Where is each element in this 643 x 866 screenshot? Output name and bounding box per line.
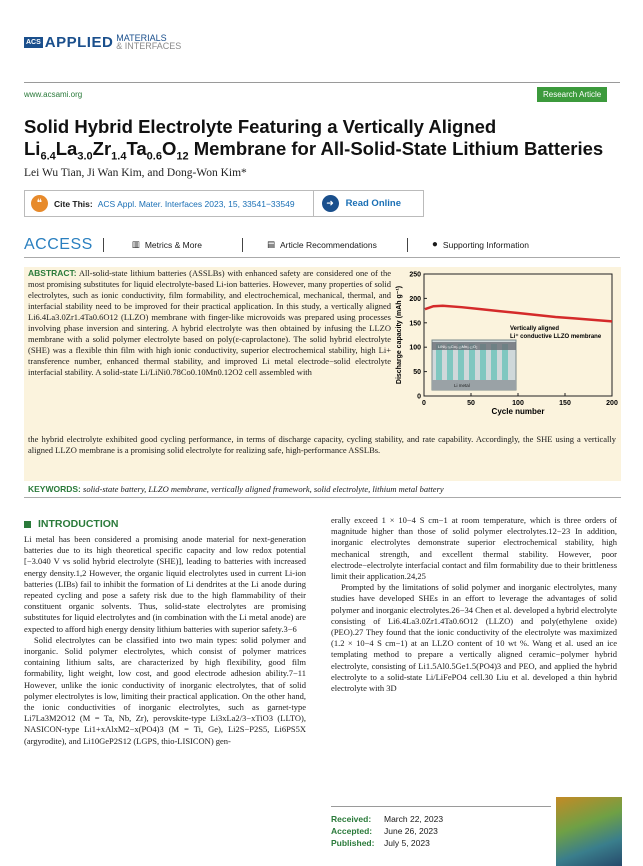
x-tick-label: 200 bbox=[606, 400, 618, 407]
supporting-info-link[interactable]: Supporting Information bbox=[442, 239, 529, 250]
intro-heading: INTRODUCTION bbox=[24, 518, 119, 530]
y-tick-label: 250 bbox=[409, 271, 421, 279]
logo-interfaces: & INTERFACES bbox=[116, 41, 182, 51]
keywords bbox=[24, 482, 621, 498]
metrics-link[interactable]: Metrics & More bbox=[144, 239, 202, 250]
citation-link[interactable]: ACS Appl. Mater. Interfaces 2023, 15, 33541−33549 bbox=[97, 198, 295, 209]
y-tick-label: 200 bbox=[409, 295, 421, 303]
intro-para-4: Prompted by the limitations of solid polymer and inorganic electrolytes, many studies have developed SHEs in an effort to leverage the advantages of solid polymer and inorganic electrolytes.26−34 Chen et al. developed a hybrid electrolyte consisting of Li6.4La3.0Zr1.4Ta0.6O12 (LLZO) and poly(ethylene oxide) (PEO).27 They found that the ionic conductivity of the electrolyte was maximized (1.2 × 10−4 S cm−1) at an LLZO content of 10 wt %. Wang et al. used an ice templating method to prepare a vertically aligned ceramic−polymer hybrid electrolyte, consisting of Li1.5Al0.5Ge1.5(PO4)3 and PEO, and applied the hybrid electrolyte to a solid-state Li/LiFePO4 cell.30 Liu et al. developed a thin hybrid electrolyte with 3D bbox=[331, 582, 617, 694]
intro-para-2: Solid electrolytes can be classified into two main types: solid polymer and inorganic. Solid polymer electrolytes, which consist of polymer matrices containing lithium salts, are characterized by high flexibility, good film formability, light weight, low cost, and good electrode adhesion ability.7−11 However, unlike the ionic conductivity of inorganic electrolytes, that of solid polymer electrolytes is low, limiting their practical application. On the other hand, the ionic conductivities of inorganic electrolytes, such as garnet-type Li7La3M2O12 (M = Ta, Nb, Zr), perovskite-type Li3xLa2/3−xTiO3 (LLTO), NASICON-type Li1+xAlxM2−x(PO4)3 (M = Ti, Ge), Li2S−P2S5, Li6PS5X (argyrodite), and Li10GeP2S12 (LGPS, thio-LISICON) gen- bbox=[24, 634, 306, 746]
y-tick-label: 0 bbox=[417, 393, 421, 401]
y-tick-label: 50 bbox=[413, 369, 421, 377]
keywords-list: solid-state battery, LLZO membrane, vertically aligned framework, solid electrolyte, lithium metal battery bbox=[83, 484, 444, 494]
y-tick-label: 150 bbox=[409, 320, 421, 328]
y-axis-label: Discharge capacity (mAh g⁻¹) bbox=[396, 285, 403, 385]
journal-logo bbox=[24, 28, 181, 56]
inset-anode-label: Li metal bbox=[454, 383, 470, 388]
x-tick-label: 0 bbox=[422, 400, 426, 407]
inset-cathode-label: LiNi₀.₇₈Co₀.₁₀Mn₀.₁₂O₂ bbox=[438, 344, 478, 349]
abstract-body: All-solid-state lithium batteries (ASSLBs) with enhanced safety are considered one of the most promising substitutes for liquid electrolyte-based Li-ion batteries. However, many properties of solid electrolytes, such as ionic conductivity, film formability, and electrochemical, mechanical, thermal, and interfacial stability need to be improved for their practical application. In this study, a vertically aligned Li6.4La3.0Zr1.4Ta0.6O12 (LLZO) membrane with finger-like microvoids was prepared using processes involving phase inversion and sintering. A hybrid electrolyte was then obtained by infusing the LLZO membrane with a solid polymer electrolyte based on poly(ε-caprolactone). The solid hybrid electrolyte (SHE) was a flexible thin film with high ionic conductivity, superior electrochemical stability, high Li+ transference number, enhanced thermal stability, and improved Li metal electrode−solid electrolyte interfacial stability. A solid-state Li/LiNi0.78Co0.10Mn0.12O2 cell assembled with bbox=[28, 268, 391, 377]
title-line-2: $Li_{6.4}La_{3.0}Zr_{1.4}Ta_{0.6}O_{12}$ Membrane for All-Solid-State Lithium Batteries bbox=[24, 138, 604, 163]
access-bar bbox=[24, 232, 620, 258]
annotation-line-2: Li⁺ conductive LLZO membrane bbox=[510, 334, 602, 340]
abstract-text-cont: the hybrid electrolyte exhibited good cycling performance, in terms of discharge capacity, cycling stability, and rate capability. Accordingly, the SHE using a vertically aligned LLZO membrane is a promising solid electrolyte for realizing safe, high-performance ASSLBs. bbox=[28, 434, 616, 455]
read-online-button[interactable]: Read Online bbox=[345, 198, 401, 209]
header-rule bbox=[24, 82, 620, 83]
quote-icon: ❝ bbox=[31, 195, 48, 212]
logo-applied: APPLIED bbox=[44, 33, 114, 51]
x-tick-label: 100 bbox=[512, 400, 524, 407]
abstract-text bbox=[28, 268, 391, 378]
x-tick-label: 50 bbox=[467, 400, 475, 407]
keywords-label: KEYWORDS: bbox=[28, 484, 81, 494]
title-line-1: Solid Hybrid Electrolyte Featuring a Vertically Aligned bbox=[24, 116, 497, 137]
intro-column-1 bbox=[24, 534, 306, 747]
recommendations-link[interactable]: Article Recommendations bbox=[280, 239, 377, 250]
intro-para-1: Li metal has been considered a promising anode material for next-generation batteries due to its high theoretical specific capacity and low redox potential [−3.040 V vs solid hybrid electrolyte (SHE)], leading to batteries with increased energy density.1,2 However, the organic liquid electrolytes used in current Li-ion batteries (LIBs) fail to inhibit the formation of Li dendrites at the Li anode during repeated cycling and pose a safety risk due to the high flammability of their constituent organic solvents. Thus, solid-state electrolytes are promising substitutes for liquid electrolytes and (in combination with the Li metal anode) are expected to afford high energy density lithium batteries with superior safety.3−6 bbox=[24, 534, 306, 634]
supporting-info-icon: ● bbox=[431, 239, 438, 250]
x-axis-label: Cycle number bbox=[491, 407, 545, 416]
author-list: Lei Wu Tian, Ji Wan Kim, and Dong-Won Kim* bbox=[24, 167, 247, 179]
journal-cover-thumbnail[interactable] bbox=[556, 797, 622, 866]
intro-column-2 bbox=[331, 515, 617, 694]
article-type-badge: Research Article bbox=[537, 87, 607, 102]
y-tick-label: 100 bbox=[409, 344, 421, 352]
inset-anode-layer bbox=[432, 380, 516, 390]
logo-materials: MATERIALS bbox=[116, 33, 167, 43]
cite-divider bbox=[313, 190, 314, 217]
acs-mark: ACS bbox=[26, 38, 41, 46]
annotation-line-1: Vertically aligned bbox=[510, 326, 560, 332]
journal-url[interactable]: www.acsami.org bbox=[24, 90, 83, 99]
x-tick-label: 150 bbox=[559, 400, 571, 407]
article-title bbox=[24, 116, 624, 168]
access-label: ACCESS bbox=[24, 235, 93, 253]
metrics-icon: ▥ bbox=[131, 239, 140, 249]
read-online-icon: ➜ bbox=[322, 195, 339, 212]
capacity-series-line bbox=[425, 306, 612, 322]
recommendations-icon: ▤ bbox=[266, 239, 276, 249]
dates-rule bbox=[331, 806, 551, 807]
cite-label: Cite This: bbox=[54, 198, 93, 209]
abstract-label: ABSTRACT: bbox=[28, 268, 77, 278]
toc-chart bbox=[394, 268, 622, 418]
cite-box bbox=[24, 190, 424, 217]
article-dates: Received: March 22, 2023 Accepted: June 26, 2023 Published: July 5, 2023 bbox=[331, 814, 444, 848]
intro-para-3: erally exceed 1 × 10−4 S cm−1 at room temperature, which is three orders of magnitude higher than those of solid polymer electrolytes.12−23 In addition, inorganic electrolytes demonstrate superior electrochemical stability, high mechanical strength, and excellent thermal stability. However, poor electrode−electrolyte interfacial contact and film formability due to their brittleness limit their application.24,25 bbox=[331, 515, 617, 582]
